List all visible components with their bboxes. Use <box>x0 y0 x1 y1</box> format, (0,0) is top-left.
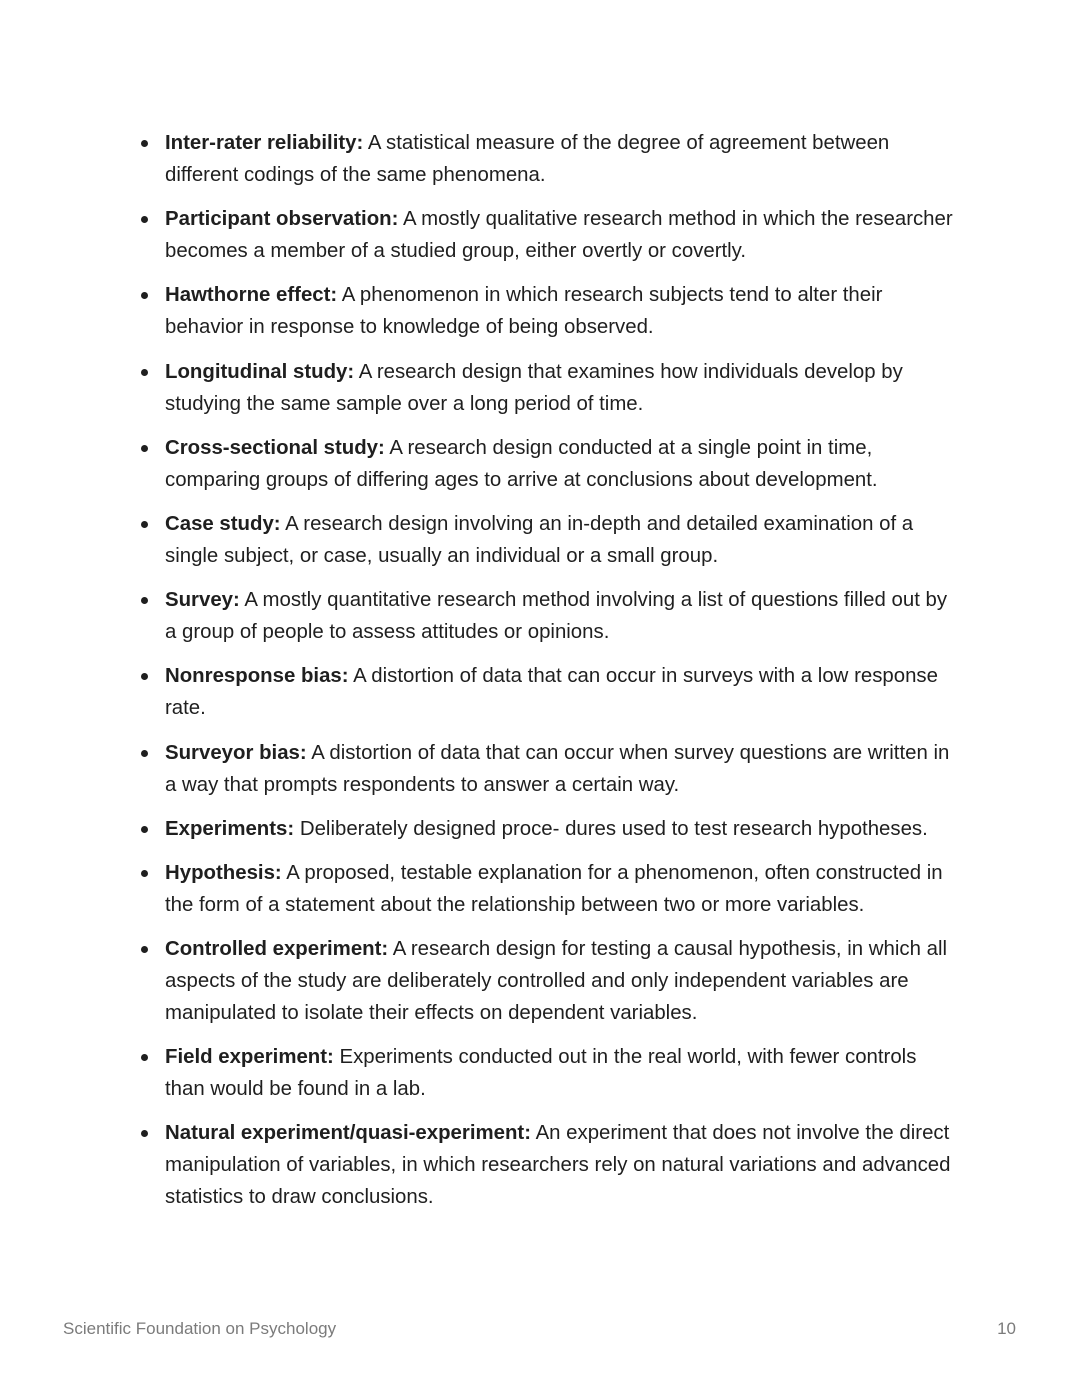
glossary-entry-longitudinal-study <box>165 356 960 420</box>
glossary-term: Experiments: <box>165 817 295 840</box>
glossary-definition: Experiments conducted out in the real world, with fewer controls than would be found in a lab. <box>165 1046 917 1101</box>
glossary-definition: A phenomenon in which research subjects tend to alter their behavior in response to knowledge of being observed. <box>165 284 883 339</box>
glossary-entry-experiments <box>165 813 960 845</box>
glossary-term: Field experiment: <box>165 1046 334 1069</box>
glossary-entry-controlled-experiment <box>165 933 960 1029</box>
glossary-entry-case-study <box>165 508 960 572</box>
glossary-entry-survey <box>165 584 960 648</box>
glossary-entry-cross-sectional-study <box>165 432 960 496</box>
glossary-term: Hypothesis: <box>165 861 282 884</box>
glossary-term: Participant observation: <box>165 208 399 231</box>
glossary-definition: Deliberately designed proce- dures used to test research hypotheses. <box>299 817 928 840</box>
glossary-term: Hawthorne effect: <box>165 284 338 307</box>
glossary-definition: A research design that examines how individuals develop by studying the same sample over a long period of time. <box>165 360 903 415</box>
glossary-entry-surveyor-bias <box>165 737 960 801</box>
glossary-term: Inter-rater reliability: <box>165 132 364 154</box>
glossary-definition: A distortion of data that can occur when survey questions are written in a way that prompts respondents to answer a certain way. <box>165 741 950 796</box>
glossary-definition: A research design conducted at a single point in time, comparing groups of differing ages to arrive at conclusions about development. <box>165 436 878 491</box>
glossary-entry-inter-rater-reliability <box>165 127 960 191</box>
glossary-entry-hawthorne-effect <box>165 279 960 343</box>
glossary-term: Nonresponse bias: <box>165 665 349 688</box>
glossary-entry-field-experiment <box>165 1041 960 1105</box>
glossary-list <box>0 127 1080 1226</box>
glossary-definition: A mostly qualitative research method in which the researcher becomes a member of a studied group, either overtly or covertly. <box>165 208 953 263</box>
glossary-entry-participant-observation <box>165 203 960 267</box>
glossary-definition: A distortion of data that can occur in surveys with a low response rate. <box>165 665 938 720</box>
glossary-term: Natural experiment/quasi-experiment: <box>165 1122 532 1145</box>
glossary-entry-hypothesis <box>165 857 960 921</box>
glossary-definition: An experiment that does not involve the direct manipulation of variables, in which researchers rely on natural variations and advanced statistics to draw conclusions. <box>165 1122 951 1209</box>
glossary-entry-nonresponse-bias <box>165 660 960 724</box>
glossary-term: Cross-sectional study: <box>165 436 385 459</box>
glossary-definition: A research design involving an in-depth and detailed examination of a single subject, or case, usually an individual or a small group. <box>165 512 914 567</box>
glossary-definition: A statistical measure of the degree of agreement between different codings of the same phenomena. <box>165 132 890 186</box>
glossary-entry-natural-experiment <box>165 1117 960 1213</box>
glossary-term: Longitudinal study: <box>165 360 355 383</box>
glossary-definition: A research design for testing a causal hypothesis, in which all aspects of the study are deliberately controlled and only independent variables are manipulated to isolate their effects on dependent variables. <box>165 938 948 1025</box>
glossary-definition: A mostly quantitative research method involving a list of questions filled out by a group of people to assess attitudes or opinions. <box>165 589 948 644</box>
glossary-definition: A proposed, testable explanation for a phenomenon, often constructed in the form of a statement about the relationship between two or more variables. <box>165 861 943 916</box>
glossary-term: Surveyor bias: <box>165 741 307 764</box>
footer-document-title: Scientific Foundation on Psychology <box>63 1319 337 1338</box>
glossary-term: Case study: <box>165 512 281 535</box>
glossary-term: Controlled experiment: <box>165 938 389 961</box>
glossary-term: Survey: <box>165 589 240 612</box>
page-number: 10 <box>997 1319 1016 1338</box>
